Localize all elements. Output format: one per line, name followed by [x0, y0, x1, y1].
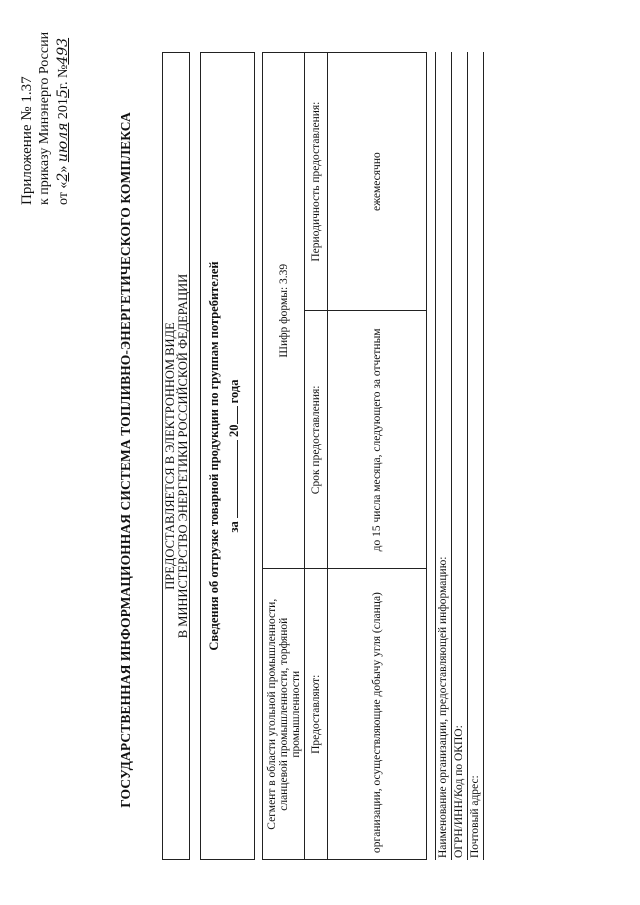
handwritten-month: июля [55, 122, 71, 163]
org-name-field: Наименование организации, предоставляющей информацию: [435, 52, 452, 860]
org-address-field: Почтовый адрес: [468, 52, 484, 860]
handwritten-order-number: 493 [55, 37, 71, 65]
providers-cell: организации, осуществляющие добычу угля (сланца) [328, 569, 427, 860]
appendix-order-ref: к приказу Минэнерго России [37, 31, 52, 205]
appendix-date-line: от «2» июля 2015г. №493 [55, 37, 71, 205]
report-title-box [200, 52, 255, 860]
report-period: за 20 года [227, 379, 241, 533]
header-frequency: Периодичность предоставления: [305, 53, 328, 311]
report-info-table [262, 52, 427, 860]
form-code-cell: Шифр формы: 3.39 [263, 53, 305, 569]
frequency-cell: ежемесячно [328, 53, 427, 311]
period-blank-field [237, 440, 238, 518]
appendix-header [18, 0, 73, 205]
organization-info [435, 52, 484, 860]
handwritten-year-digit: 5 [55, 89, 71, 99]
deadline-cell: до 15 числа месяца, следующего за отчетным [328, 311, 427, 569]
report-title: Сведения об отгрузке товарной продукции по группам потребителей [207, 261, 221, 651]
submission-line-2: В МИНИСТЕРСТВО ЭНЕРГЕТИКИ РОССИЙСКОЙ ФЕДЕРАЦИИ [176, 273, 190, 639]
appendix-number: Приложение № 1.37 [19, 76, 35, 205]
year-blank-field [237, 406, 238, 424]
org-ogrn-field: ОГРН/ИНН/Код по ОКПО: [452, 52, 468, 860]
page-title: ГОСУДАРСТВЕННАЯ ИНФОРМАЦИОННАЯ СИСТЕМА ТОПЛИВНО-ЭНЕРГЕТИЧЕСКОГО КОМПЛЕКСА [118, 112, 133, 808]
submission-line-1: ПРЕДОСТАВЛЯЕТСЯ В ЭЛЕКТРОННОМ ВИДЕ [163, 322, 177, 590]
handwritten-day: 2 [55, 172, 71, 182]
segment-cell: Сегмент в области угольной промышленности, сланцевой промышленности, торфяной промышленности [263, 569, 305, 860]
header-deadline: Срок предоставления: [305, 311, 328, 569]
header-providers: Предоставляют: [305, 569, 328, 860]
submission-box [162, 52, 190, 860]
